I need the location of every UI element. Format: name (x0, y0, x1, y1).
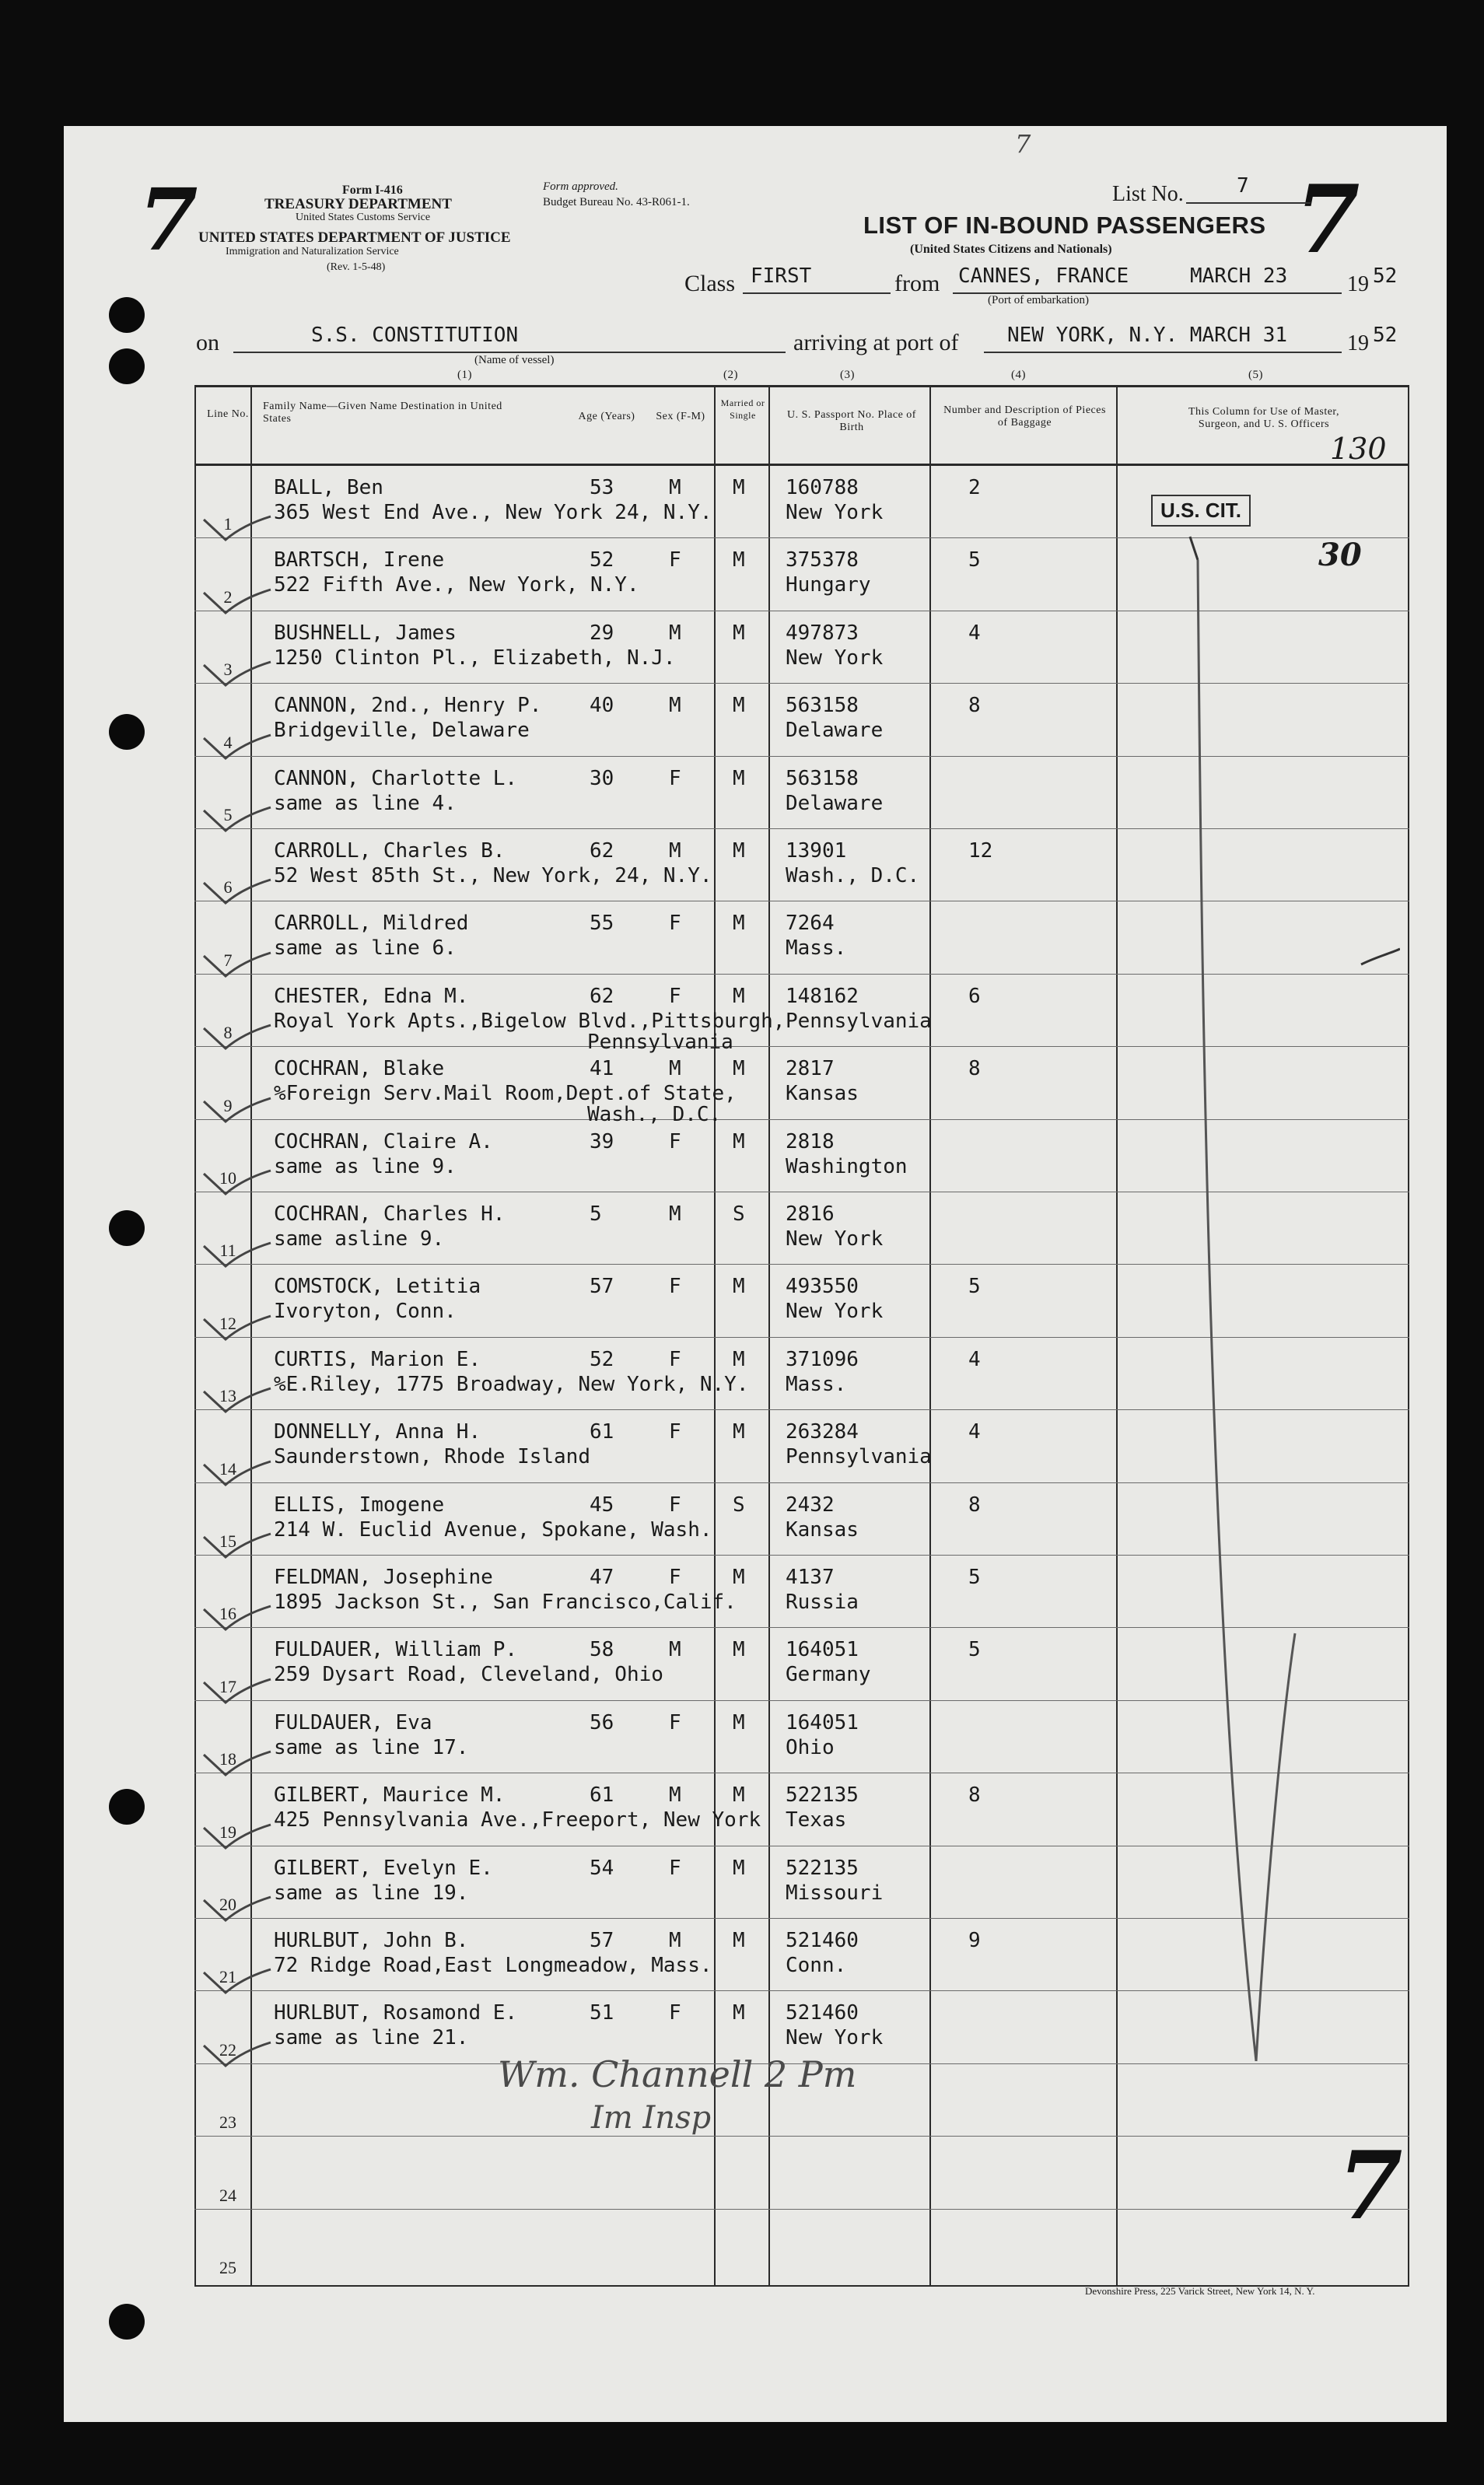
header-name: Family Name—Given Name Destination in United States (263, 401, 502, 425)
punch-hole (109, 348, 145, 384)
line-number: 19 (219, 1822, 236, 1842)
row-9-overflow: Wash., D.C. (587, 1103, 722, 1126)
punch-hole (109, 1210, 145, 1246)
line-number: 4 (223, 732, 233, 752)
passenger-age: 52 (590, 548, 614, 572)
place-of-birth: New York (786, 501, 884, 524)
passenger-destination: same as line 6. (274, 936, 457, 961)
list-no-label: List No. (1112, 182, 1184, 206)
arrival-year-prefix: 19 (1347, 331, 1369, 355)
form-approved: Form approved. (543, 180, 618, 193)
passenger-destination: %Foreign Serv.Mail Room,Dept.of State, (274, 1082, 737, 1106)
passenger-name: CHESTER, Edna M. (274, 984, 469, 1008)
passenger-destination: 1895 Jackson St., San Francisco,Calif. (274, 1591, 737, 1614)
passenger-destination: 259 Dysart Road, Cleveland, Ohio (274, 1663, 663, 1687)
vessel-underline (233, 352, 786, 353)
passport-number: 493550 (786, 1275, 859, 1299)
place-of-birth: Missouri (786, 1881, 884, 1905)
handwritten-count-30: 30 (1318, 537, 1362, 573)
passport-number: 2816 (786, 1202, 835, 1226)
line-number: 24 (219, 2185, 236, 2205)
baggage-count: 8 (968, 694, 981, 718)
baggage-count: 8 (968, 1493, 981, 1517)
passenger-name: FULDAUER, Eva (274, 1710, 432, 1734)
place-of-birth: Delaware (786, 719, 884, 743)
pencil-tick-icon (194, 866, 272, 912)
baggage-count: 5 (968, 548, 981, 572)
passenger-age: 39 (590, 1129, 614, 1153)
passport-number: 522135 (786, 1856, 859, 1880)
form-number: Form I-416 (342, 184, 403, 197)
pencil-tick-icon (194, 1374, 272, 1421)
passenger-name: CANNON, Charlotte L. (274, 766, 518, 790)
line-number: 16 (219, 1604, 236, 1624)
vessel-name: S.S. CONSTITUTION (311, 324, 519, 347)
pencil-tick-icon (194, 1084, 272, 1131)
pencil-tick-icon (194, 648, 272, 695)
class-label: Class (684, 271, 736, 296)
passenger-marital-status: M (733, 1638, 745, 1662)
passport-number: 7264 (786, 912, 835, 936)
column-divider (1116, 385, 1118, 2287)
pencil-tick-icon (194, 1883, 272, 1930)
passenger-age: 30 (590, 766, 614, 790)
passenger-destination: 1250 Clinton Pl., Elizabeth, N.J. (274, 646, 676, 670)
passenger-marital-status: M (733, 621, 745, 645)
passenger-marital-status: M (733, 1710, 745, 1734)
line-number: 11 (219, 1241, 236, 1261)
baggage-count: 5 (968, 1275, 981, 1299)
place-of-birth: Kansas (786, 1082, 859, 1106)
passport-number: 2432 (786, 1493, 835, 1517)
pencil-tick-icon (194, 1447, 272, 1494)
passenger-sex: M (669, 1057, 681, 1081)
pencil-tick-icon (194, 1665, 272, 1712)
passenger-sex: M (669, 621, 681, 645)
on-label: on (196, 330, 219, 355)
passenger-name: ELLIS, Imogene (274, 1493, 445, 1517)
passenger-sex: F (669, 1347, 681, 1371)
passenger-marital-status: M (733, 1275, 745, 1299)
line-number: 13 (219, 1386, 236, 1406)
passenger-marital-status: M (733, 1420, 745, 1444)
baggage-count: 12 (968, 839, 993, 863)
passenger-sex: F (669, 1856, 681, 1880)
header-officers: This Column for Use of Master, Surgeon, and U. S. Officers (1188, 406, 1340, 430)
embarkation-port: CANNES, FRANCE (958, 264, 1129, 288)
passenger-sex: F (669, 1493, 681, 1517)
passenger-age: 40 (590, 694, 614, 718)
pencil-tick-icon (194, 1811, 272, 1857)
passenger-age: 54 (590, 1856, 614, 1880)
passport-number: 148162 (786, 984, 859, 1008)
passenger-age: 61 (590, 1783, 614, 1808)
vessel-caption: (Name of vessel) (474, 354, 555, 366)
place-of-birth: New York (786, 1227, 884, 1251)
passenger-destination: same as line 4. (274, 791, 457, 815)
passenger-age: 29 (590, 621, 614, 645)
pencil-tick-icon (194, 1229, 272, 1276)
passenger-sex: F (669, 1420, 681, 1444)
baggage-count: 6 (968, 984, 981, 1008)
line-number: 9 (223, 1095, 233, 1115)
header-married: Married or Single (720, 397, 765, 421)
handwritten-count-130: 130 (1330, 432, 1387, 466)
place-of-birth: New York (786, 646, 884, 670)
list-no-value: 7 (1237, 174, 1249, 198)
passenger-marital-status: M (733, 694, 745, 718)
passenger-destination: Bridgeville, Delaware (274, 719, 530, 743)
line-number: 1 (223, 514, 233, 534)
passport-number: 375378 (786, 548, 859, 572)
passenger-sex: M (669, 476, 681, 499)
passenger-sex: M (669, 1783, 681, 1808)
handwritten-top-mark: 7 (1015, 129, 1031, 159)
punch-hole (109, 297, 145, 333)
passenger-age: 62 (590, 839, 614, 863)
column-number-3: (3) (840, 369, 855, 381)
line-number: 12 (219, 1313, 236, 1333)
handwritten-note: Wm. Channell 2 Pm (498, 2053, 857, 2095)
passport-number: 521460 (786, 1929, 859, 1952)
baggage-count: 4 (968, 1420, 981, 1444)
place-of-birth: New York (786, 1300, 884, 1324)
column-number-2: (2) (723, 369, 738, 381)
pencil-tick-icon (194, 502, 272, 549)
document-subtitle: (United States Citizens and Nationals) (910, 243, 1112, 256)
line-number: 2 (223, 586, 233, 607)
passenger-destination: 214 W. Euclid Avenue, Spokane, Wash. (274, 1517, 712, 1542)
passenger-name: COMSTOCK, Letitia (274, 1275, 481, 1299)
passenger-age: 47 (590, 1566, 614, 1589)
pencil-tick-icon (194, 576, 272, 622)
row-8-overflow: Pennsylvania (587, 1031, 733, 1054)
passenger-sex: M (669, 694, 681, 718)
passenger-sex: M (669, 1638, 681, 1662)
header-line-no: Line No. (207, 408, 249, 420)
passenger-sex: F (669, 1710, 681, 1734)
line-number: 5 (223, 805, 233, 824)
line-number: 23 (219, 2112, 236, 2133)
passenger-marital-status: M (733, 912, 745, 936)
passenger-age: 52 (590, 1347, 614, 1371)
passport-number: 522135 (786, 1783, 859, 1808)
passenger-age: 45 (590, 1493, 614, 1517)
place-of-birth: Wash., D.C. (786, 864, 920, 887)
pencil-tick-icon (194, 1738, 272, 1784)
passenger-marital-status: M (733, 1057, 745, 1081)
passenger-marital-status: M (733, 1856, 745, 1880)
pencil-tick-icon (194, 793, 272, 840)
arriving-label: arriving at port of (793, 330, 959, 355)
revision-date: (Rev. 1-5-48) (327, 261, 386, 273)
passenger-destination: 72 Ridge Road,East Longmeadow, Mass. (274, 1954, 712, 1977)
place-of-birth: Washington (786, 1154, 908, 1178)
arrival-underline (984, 352, 1342, 353)
row-divider (194, 2209, 1409, 2210)
header-passport: U. S. Passport No. Place of Birth (787, 409, 916, 433)
line-number: 25 (219, 2258, 236, 2277)
passenger-destination: Ivoryton, Conn. (274, 1300, 457, 1324)
passenger-name: GILBERT, Maurice M. (274, 1783, 506, 1808)
passenger-destination: same as line 17. (274, 1735, 469, 1759)
passenger-destination: same as line 19. (274, 1881, 469, 1905)
passenger-age: 57 (590, 1929, 614, 1952)
passenger-age: 53 (590, 476, 614, 499)
customs-service: United States Customs Service (296, 212, 431, 223)
column-divider (929, 385, 931, 2287)
passenger-age: 62 (590, 984, 614, 1008)
passenger-destination: same asline 9. (274, 1227, 445, 1251)
passenger-age: 61 (590, 1420, 614, 1444)
class-value: FIRST (751, 264, 812, 288)
column-number-5: (5) (1248, 369, 1263, 381)
pencil-check-mark (1167, 467, 1400, 2100)
arrival-port: NEW YORK, N.Y. MARCH 31 (1007, 324, 1288, 347)
baggage-count: 9 (968, 1929, 981, 1952)
passenger-marital-status: S (733, 1493, 745, 1517)
pencil-tick-icon (194, 939, 272, 985)
passenger-sex: F (669, 548, 681, 572)
pencil-tick-icon (194, 2028, 272, 2075)
treasury-department: TREASURY DEPARTMENT (264, 196, 452, 212)
place-of-birth: Russia (786, 1591, 859, 1614)
citizen-stamp: U.S. CIT. (1151, 495, 1251, 527)
passport-number: 164051 (786, 1710, 859, 1734)
handwritten-note: Im Insp (591, 2100, 712, 2136)
passenger-marital-status: M (733, 766, 745, 790)
passport-number: 563158 (786, 694, 859, 718)
passenger-destination: %E.Riley, 1775 Broadway, New York, N.Y. (274, 1372, 749, 1396)
baggage-count: 8 (968, 1783, 981, 1808)
passenger-destination: Royal York Apts.,Bigelow Blvd.,Pittsburgh, (274, 1009, 786, 1033)
baggage-count: 5 (968, 1566, 981, 1589)
embark-caption: (Port of embarkation) (988, 294, 1089, 306)
passenger-sex: M (669, 1929, 681, 1952)
baggage-count: 8 (968, 1057, 981, 1081)
from-label: from (894, 271, 940, 296)
place-of-birth: Pennsylvania (786, 1009, 932, 1033)
line-number: 3 (223, 660, 233, 680)
line-number: 17 (219, 1676, 236, 1696)
passport-number: 563158 (786, 766, 859, 790)
passenger-destination: 425 Pennsylvania Ave.,Freeport, New York (274, 1808, 761, 1832)
line-number: 10 (219, 1168, 236, 1188)
place-of-birth: Ohio (786, 1735, 835, 1759)
passenger-marital-status: M (733, 2001, 745, 2025)
column-divider (714, 385, 716, 2287)
passenger-sex: F (669, 912, 681, 936)
passenger-name: HURLBUT, John B. (274, 1929, 469, 1952)
baggage-count: 4 (968, 1347, 981, 1371)
pencil-tick-icon (194, 1302, 272, 1349)
passenger-sex: F (669, 1129, 681, 1153)
handwritten-corner-number: 7 (1338, 2131, 1403, 2241)
arrival-year: 52 (1373, 324, 1398, 347)
passenger-marital-status: M (733, 1129, 745, 1153)
header-divider (194, 464, 1409, 466)
list-no-underline (1186, 202, 1311, 204)
embark-year: 52 (1373, 264, 1398, 288)
line-number: 21 (219, 1967, 236, 1987)
passenger-marital-status: M (733, 476, 745, 499)
place-of-birth: Texas (786, 1808, 847, 1832)
passenger-name: FULDAUER, William P. (274, 1638, 518, 1662)
passport-number: 13901 (786, 839, 847, 863)
pencil-tick-icon (194, 721, 272, 768)
printer-credit: Devonshire Press, 225 Varick Street, New York 14, N. Y. (1085, 2285, 1315, 2297)
passenger-destination: Saunderstown, Rhode Island (274, 1445, 590, 1469)
line-number: 8 (223, 1023, 233, 1043)
line-number: 22 (219, 2039, 236, 2060)
header-age: Age (Years) (578, 411, 635, 422)
passport-number: 497873 (786, 621, 859, 645)
passport-number: 164051 (786, 1638, 859, 1662)
passenger-age: 57 (590, 1275, 614, 1299)
embarkation-date: MARCH 23 (1190, 264, 1288, 288)
passenger-marital-status: M (733, 1566, 745, 1589)
passenger-name: CURTIS, Marion E. (274, 1347, 481, 1371)
passenger-marital-status: M (733, 1783, 745, 1808)
place-of-birth: Kansas (786, 1517, 859, 1542)
passenger-name: BALL, Ben (274, 476, 383, 499)
passenger-destination: 522 Fifth Ave., New York, N.Y. (274, 573, 639, 597)
passenger-name: CARROLL, Charles B. (274, 839, 506, 863)
passenger-name: GILBERT, Evelyn E. (274, 1856, 493, 1880)
passenger-marital-status: S (733, 1202, 745, 1226)
place-of-birth: Germany (786, 1663, 871, 1687)
header-sex: Sex (F-M) (656, 411, 705, 422)
punch-hole (109, 2304, 145, 2340)
passenger-marital-status: M (733, 1929, 745, 1952)
handwritten-corner-number: 7 (1295, 165, 1360, 275)
baggage-count: 4 (968, 621, 981, 645)
passenger-sex: F (669, 766, 681, 790)
document-title: LIST OF IN-BOUND PASSENGERS (863, 212, 1266, 239)
justice-department: UNITED STATES DEPARTMENT OF JUSTICE (198, 229, 511, 246)
passenger-name: COCHRAN, Charles H. (274, 1202, 506, 1226)
place-of-birth: Pennsylvania (786, 1445, 932, 1469)
punch-hole (109, 714, 145, 750)
place-of-birth: Delaware (786, 791, 884, 815)
passenger-destination: same as line 9. (274, 1154, 457, 1178)
passenger-age: 58 (590, 1638, 614, 1662)
passenger-name: COCHRAN, Claire A. (274, 1129, 493, 1153)
passenger-sex: M (669, 1202, 681, 1226)
passport-number: 4137 (786, 1566, 835, 1589)
passport-number: 2817 (786, 1057, 835, 1081)
passenger-marital-status: M (733, 984, 745, 1008)
passport-number: 371096 (786, 1347, 859, 1371)
budget-bureau: Budget Bureau No. 43-R061-1. (543, 196, 690, 208)
line-number: 15 (219, 1531, 236, 1551)
place-of-birth: New York (786, 2026, 884, 2050)
baggage-count: 5 (968, 1638, 981, 1662)
baggage-count: 2 (968, 476, 981, 499)
line-number: 7 (223, 950, 233, 970)
passenger-age: 5 (590, 1202, 602, 1226)
passenger-sex: M (669, 839, 681, 863)
passenger-name: CANNON, 2nd., Henry P. (274, 694, 542, 718)
passenger-name: BARTSCH, Irene (274, 548, 445, 572)
place-of-birth: Mass. (786, 936, 847, 961)
passport-number: 160788 (786, 476, 859, 499)
passenger-name: CARROLL, Mildred (274, 912, 469, 936)
line-number: 6 (223, 877, 233, 898)
pencil-tick-icon (194, 1592, 272, 1639)
column-number-4: (4) (1011, 369, 1026, 381)
passenger-marital-status: M (733, 1347, 745, 1371)
line-number: 20 (219, 1895, 236, 1914)
passenger-sex: F (669, 1566, 681, 1589)
pencil-tick-icon (194, 1157, 272, 1203)
passenger-marital-status: M (733, 548, 745, 572)
passenger-name: BUSHNELL, James (274, 621, 457, 645)
line-number: 14 (219, 1458, 236, 1479)
passenger-name: FELDMAN, Josephine (274, 1566, 493, 1589)
passenger-sex: F (669, 984, 681, 1008)
passenger-sex: F (669, 1275, 681, 1299)
immigration-service: Immigration and Naturalization Service (226, 246, 399, 257)
passenger-age: 56 (590, 1710, 614, 1734)
embark-year-prefix: 19 (1347, 272, 1369, 296)
pencil-tick-icon (194, 1955, 272, 2002)
header-baggage: Number and Description of Pieces of Baggage (943, 404, 1106, 429)
passenger-destination: 52 West 85th St., New York, 24, N.Y. (274, 864, 712, 887)
place-of-birth: Hungary (786, 573, 871, 597)
passenger-sex: F (669, 2001, 681, 2025)
passenger-destination: same as line 21. (274, 2026, 469, 2050)
passenger-name: HURLBUT, Rosamond E. (274, 2001, 518, 2025)
passport-number: 2818 (786, 1129, 835, 1153)
pencil-tick-icon (194, 1011, 272, 1058)
place-of-birth: Mass. (786, 1372, 847, 1396)
passport-number: 521460 (786, 2001, 859, 2025)
pencil-tick-icon (194, 1520, 272, 1566)
row-divider (194, 2136, 1409, 2137)
passenger-age: 41 (590, 1057, 614, 1081)
passenger-destination: 365 West End Ave., New York 24, N.Y. (274, 501, 712, 524)
passenger-age: 55 (590, 912, 614, 936)
passport-number: 263284 (786, 1420, 859, 1444)
column-number-1: (1) (457, 369, 472, 381)
handwritten-corner-number: 7 (138, 170, 198, 270)
passenger-age: 51 (590, 2001, 614, 2025)
passenger-marital-status: M (733, 839, 745, 863)
line-number: 18 (219, 1749, 236, 1769)
column-divider (768, 385, 770, 2287)
passenger-name: COCHRAN, Blake (274, 1057, 445, 1081)
class-underline (743, 292, 891, 294)
passenger-name: DONNELLY, Anna H. (274, 1420, 481, 1444)
place-of-birth: Conn. (786, 1954, 847, 1977)
punch-hole (109, 1789, 145, 1825)
